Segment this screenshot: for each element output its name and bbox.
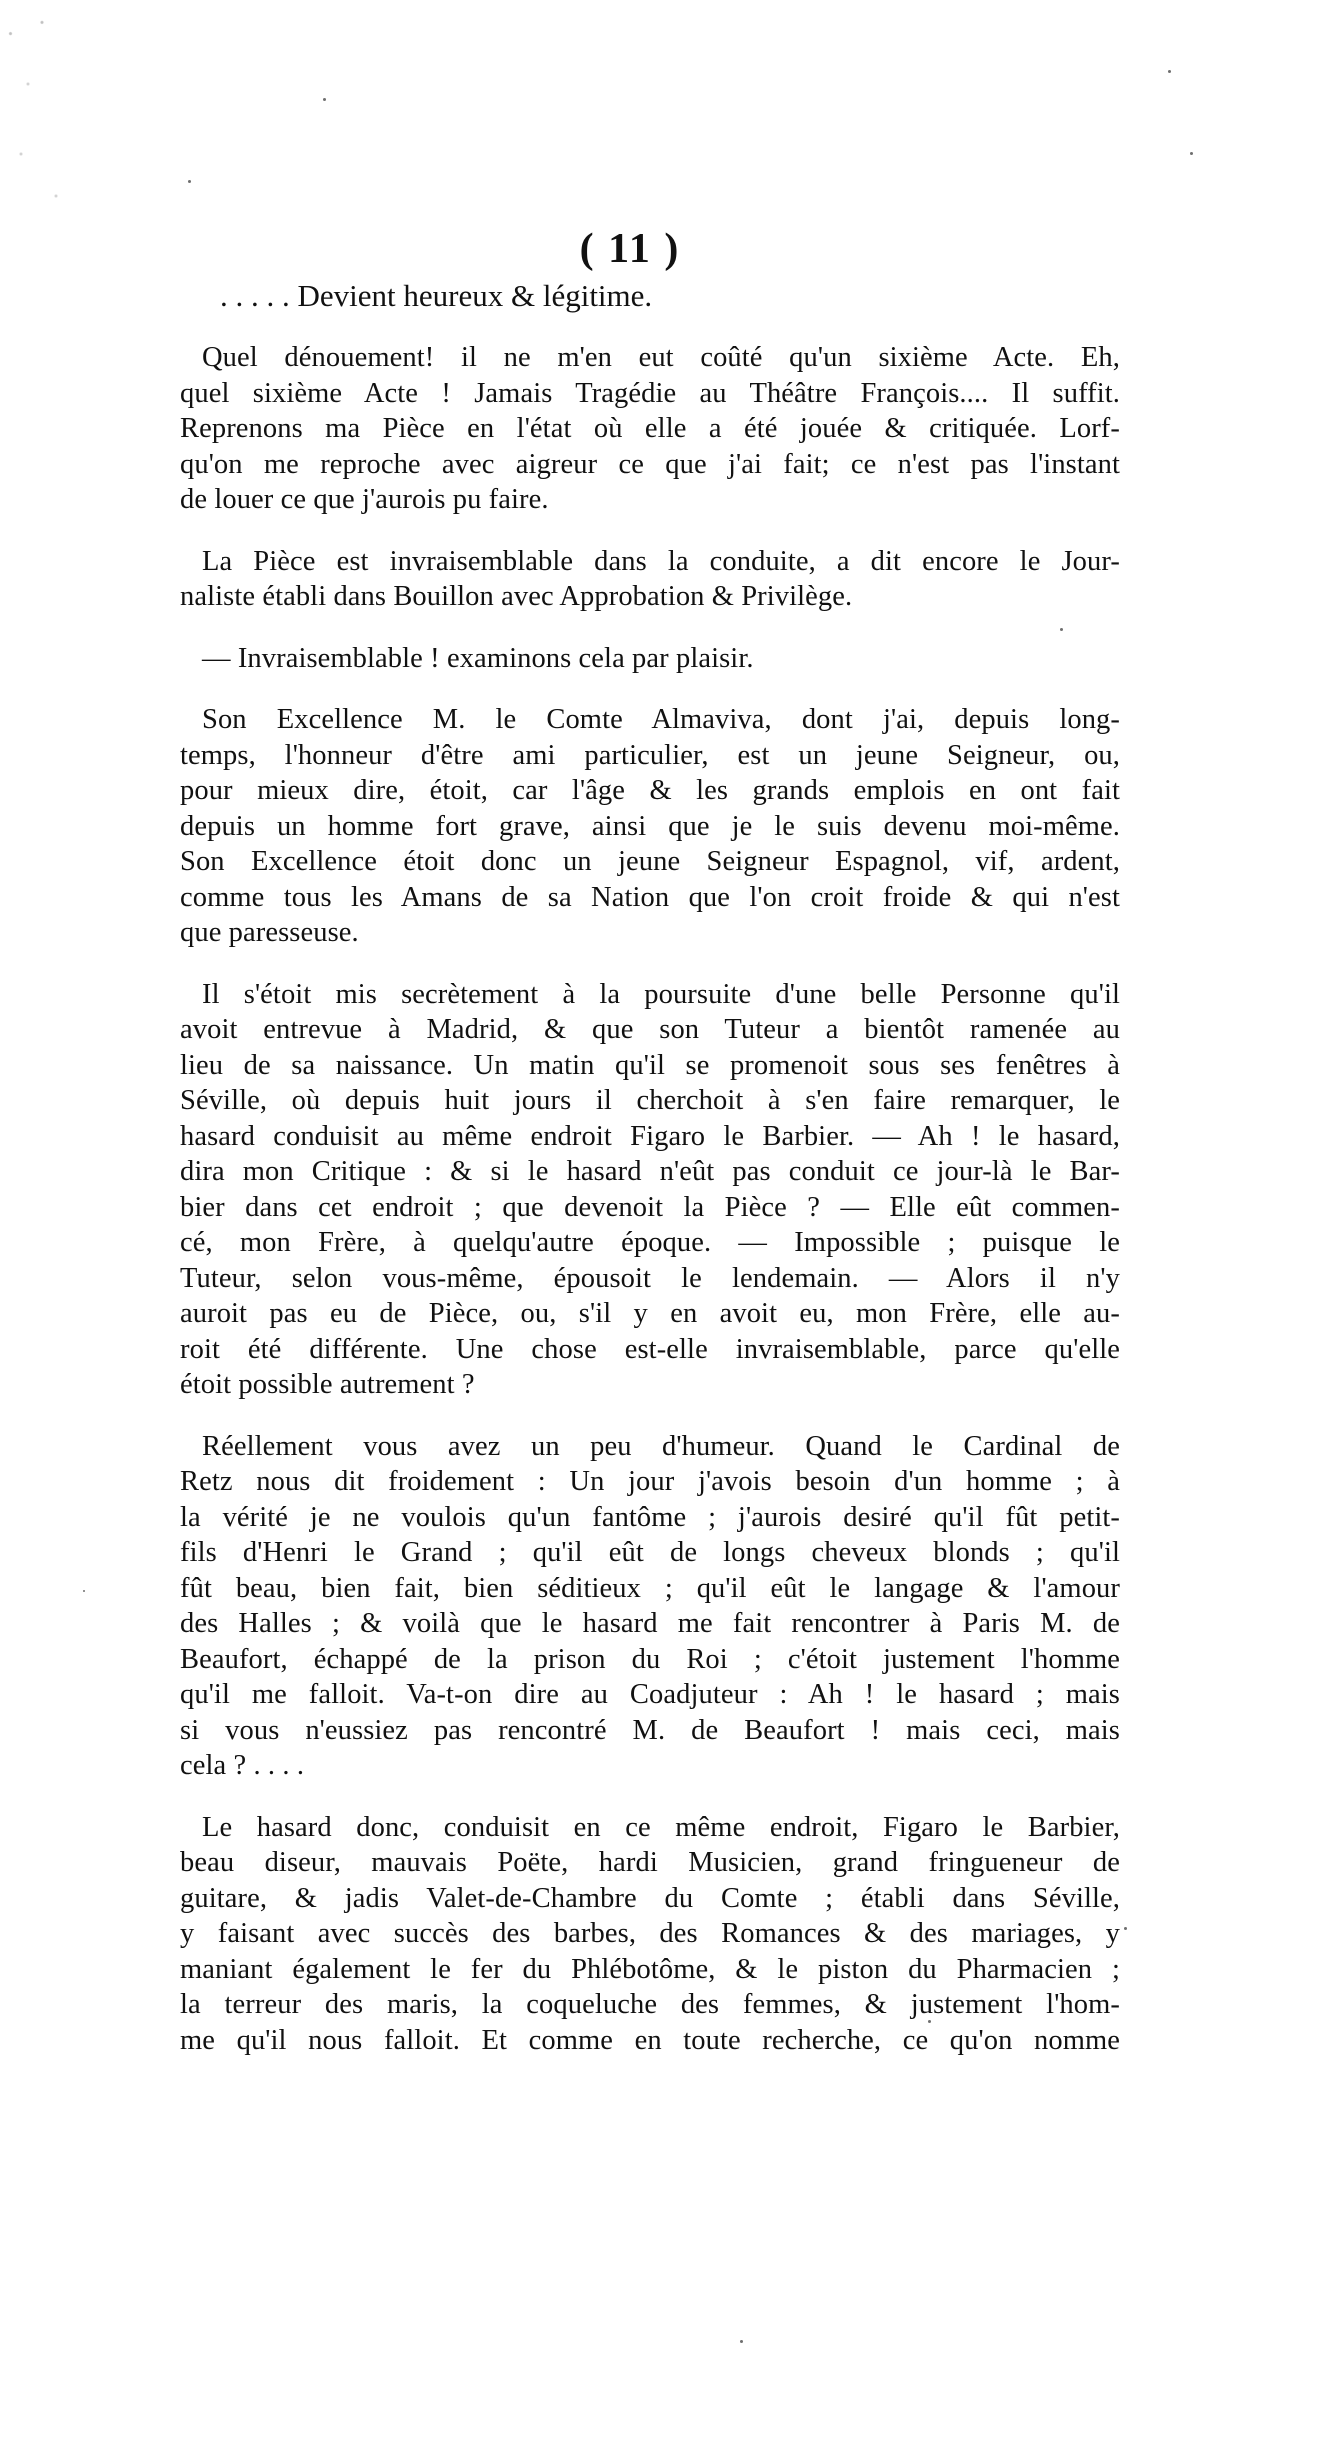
text-line: la vérité je ne voulois qu'un fantôme ; j'aurois desiré qu'il fût petit- (180, 1501, 1120, 1533)
text-line: étoit possible autrement ? (180, 1369, 475, 1400)
text-line: bier dans cet endroit ; que devenoit la Pièce ? — Elle eût commen- (180, 1191, 1120, 1223)
running-head: . . . . . Devient heureux & légitime. (220, 278, 653, 313)
text-line: qu'on me reproche avec aigreur ce que j'ai fait; ce n'est pas l'instant (180, 448, 1120, 480)
text-line: — Invraisemblable ! examinons cela par plaisir. (202, 642, 754, 674)
text-line: Quel dénouement! il ne m'en eut coûté qu'un sixième Acte. Eh, (202, 342, 1120, 373)
text-line: de louer ce que j'aurois pu faire. (180, 484, 549, 515)
text-line: guitare, & jadis Valet-de-Chambre du Comte ; établi dans Séville, (180, 1882, 1120, 1914)
ink-speck (83, 1590, 85, 1592)
paragraph (180, 544, 1120, 615)
text-line: quel sixième Acte ! Jamais Tragédie au Théâtre François.... Il suffit. (180, 377, 1120, 409)
text-line: temps, l'honneur d'être ami particulier, est un jeune Seigneur, ou, (180, 739, 1120, 771)
text-line: si vous n'eussiez pas rencontré M. de Beaufort ! mais ceci, mais (180, 1714, 1120, 1746)
text-line: pour mieux dire, étoit, car l'âge & les grands emplois en ont fait (180, 775, 1120, 806)
ink-speck (188, 180, 191, 183)
paragraph (180, 1429, 1120, 1784)
text-line: hasard conduisit au même endroit Figaro le Barbier. — Ah ! le hasard, (180, 1120, 1120, 1152)
text-line: la terreur des maris, la coqueluche des femmes, & justement l'hom- (180, 1989, 1120, 2020)
paragraph (180, 340, 1120, 518)
text-line: cela ? . . . . (180, 1750, 305, 1781)
ink-speck (740, 2340, 743, 2343)
text-line: y faisant avec succès des barbes, des Romances & des mariages, y (180, 1918, 1120, 1949)
ink-speck (1168, 70, 1171, 73)
body-text (180, 340, 1120, 2084)
ink-speck (1124, 1927, 1127, 1930)
text-line: roit été différente. Une chose est-elle invraisemblable, parce qu'elle (180, 1333, 1120, 1365)
text-line: Le hasard donc, conduisit en ce même endroit, Figaro le Barbier, (202, 1811, 1120, 1843)
text-line: Reprenons ma Pièce en l'état où elle a été jouée & critiquée. Lorf- (180, 413, 1120, 444)
text-line: Il s'étoit mis secrètement à la poursuite d'une belle Personne qu'il (202, 978, 1120, 1010)
paragraph (180, 1810, 1120, 2059)
page-number: ( 11 ) (579, 226, 681, 272)
text-line: Retz nous dit froidement : Un jour j'avois besoin d'un homme ; à (180, 1466, 1120, 1497)
text-line: Son Excellence M. le Comte Almaviva, dont j'ai, depuis long- (202, 704, 1120, 735)
text-line: fût beau, bien fait, bien séditieux ; qu'il eût le langage & l'amour (180, 1572, 1120, 1604)
text-line: lieu de sa naissance. Un matin qu'il se promenoit sous ses fenêtres à (180, 1049, 1120, 1081)
text-line: Réellement vous avez un peu d'humeur. Quand le Cardinal de (202, 1430, 1120, 1462)
ink-speck (323, 98, 326, 101)
text-line: Son Excellence étoit donc un jeune Seigneur Espagnol, vif, ardent, (180, 846, 1120, 877)
text-line: Séville, où depuis huit jours il cherchoit à s'en faire remarquer, le (180, 1085, 1120, 1116)
text-line: des Halles ; & voilà que le hasard me fait rencontrer à Paris M. de (180, 1608, 1120, 1639)
text-line: depuis un homme fort grave, ainsi que je le suis devenu moi-même. (180, 810, 1120, 842)
paragraph (180, 702, 1120, 951)
text-line: auroit pas eu de Pièce, ou, s'il y en avoit eu, mon Frère, elle au- (180, 1298, 1120, 1329)
paragraph (180, 977, 1120, 1403)
page-edge-specks (0, 0, 70, 280)
paragraph (180, 641, 1120, 677)
text-line: dira mon Critique : & si le hasard n'eût pas conduit ce jour-là le Bar- (180, 1156, 1120, 1187)
text-line: fils d'Henri le Grand ; qu'il eût de longs cheveux blonds ; qu'il (180, 1537, 1120, 1568)
text-line: avoit entrevue à Madrid, & que son Tuteur a bientôt ramenée au (180, 1014, 1120, 1045)
text-line: que paresseuse. (180, 917, 359, 948)
text-line: qu'il me falloit. Va-t-on dire au Coadjuteur : Ah ! le hasard ; mais (180, 1679, 1120, 1710)
text-line: naliste établi dans Bouillon avec Approbation & Privilège. (180, 581, 853, 612)
text-line: Tuteur, selon vous-même, épousoit le lendemain. — Alors il n'y (180, 1262, 1120, 1294)
ink-speck (1190, 152, 1193, 155)
text-line: Beaufort, échappé de la prison du Roi ; c'étoit justement l'homme (180, 1643, 1120, 1675)
text-line: La Pièce est invraisemblable dans la conduite, a dit encore le Jour- (202, 545, 1120, 577)
text-line: cé, mon Frère, à quelqu'autre époque. — Impossible ; puisque le (180, 1227, 1120, 1258)
text-line: beau diseur, mauvais Poëte, hardi Musicien, grand fringueneur de (180, 1847, 1120, 1878)
text-line: comme tous les Amans de sa Nation que l'on croit froide & qui n'est (180, 881, 1120, 913)
text-line: maniant également le fer du Phlébotôme, & le piston du Pharmacien ; (180, 1953, 1120, 1985)
text-line: me qu'il nous falloit. Et comme en toute recherche, ce qu'on nomme (180, 2024, 1120, 2056)
